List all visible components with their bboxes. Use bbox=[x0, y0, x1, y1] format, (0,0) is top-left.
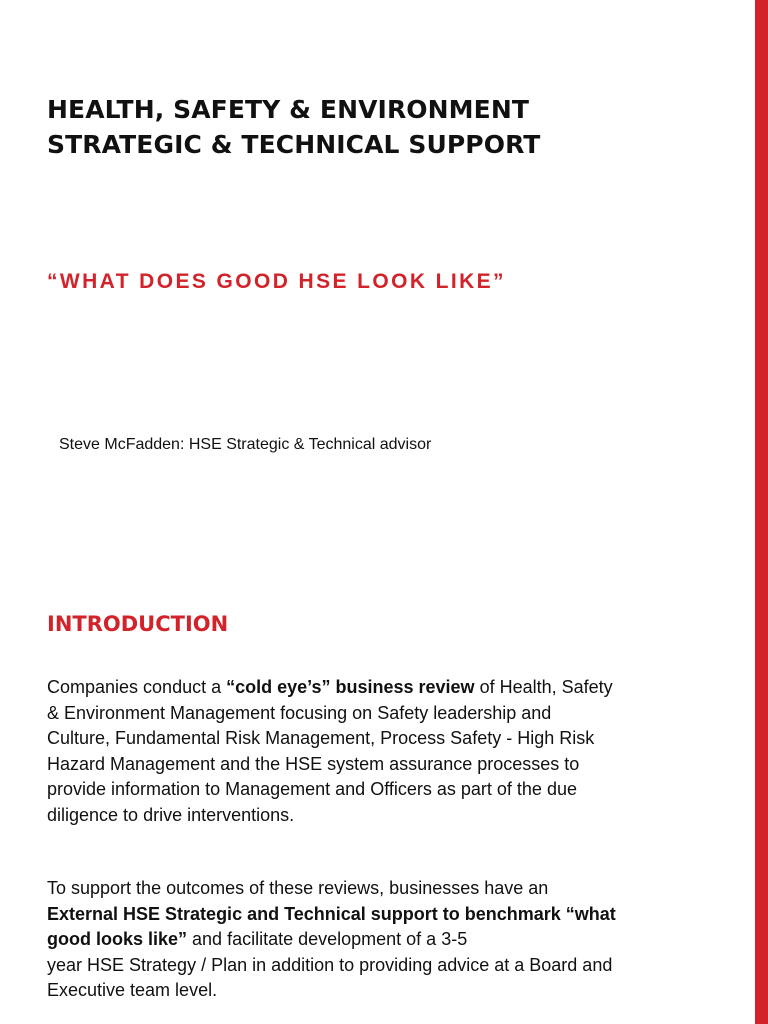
paragraph-line: Hazard Management and the HSE system assurance processes to bbox=[47, 753, 580, 774]
title-line-2: STRATEGIC & TECHNICAL SUPPORT bbox=[47, 130, 541, 159]
paragraph-line: To support the outcomes of these reviews, businesses have an bbox=[47, 878, 549, 898]
paragraph-line bbox=[47, 902, 737, 928]
introduction-paragraph-1 bbox=[47, 675, 737, 828]
text-run: of Health, Safety bbox=[474, 677, 613, 697]
paragraph-line: provide information to Management and Officers as part of the due bbox=[47, 779, 577, 799]
document-subtitle: “WHAT DOES GOOD HSE LOOK LIKE” bbox=[47, 270, 506, 293]
emphasis-text: good looks like” bbox=[47, 929, 188, 949]
red-accent-bar bbox=[755, 0, 768, 1024]
paragraph-line bbox=[47, 675, 737, 701]
author-line: Steve McFadden: HSE Strategic & Technical advisor bbox=[59, 436, 432, 453]
emphasis-text: External HSE Strategic and Technical support to benchmark “what bbox=[47, 903, 616, 924]
paragraph-line bbox=[47, 927, 737, 953]
paragraph-line: Culture, Fundamental Risk Management, Process Safety - High Risk bbox=[47, 728, 595, 748]
paragraph-line: & Environment Management focusing on Safety leadership and bbox=[47, 702, 552, 723]
paragraph-line: Executive team level. bbox=[47, 980, 218, 1000]
document-title bbox=[47, 92, 727, 162]
text-run: Companies conduct a bbox=[47, 677, 227, 697]
text-run: and facilitate development of a 3-5 bbox=[187, 929, 468, 949]
paragraph-line: diligence to drive interventions. bbox=[47, 804, 295, 825]
introduction-paragraph-2 bbox=[47, 876, 737, 1004]
paragraph-line: year HSE Strategy / Plan in addition to providing advice at a Board and bbox=[47, 954, 613, 975]
emphasis-text: “cold eye’s” business review bbox=[226, 677, 475, 697]
title-line-1: HEALTH, SAFETY & ENVIRONMENT bbox=[47, 95, 529, 124]
introduction-heading: INTRODUCTION bbox=[47, 612, 229, 636]
